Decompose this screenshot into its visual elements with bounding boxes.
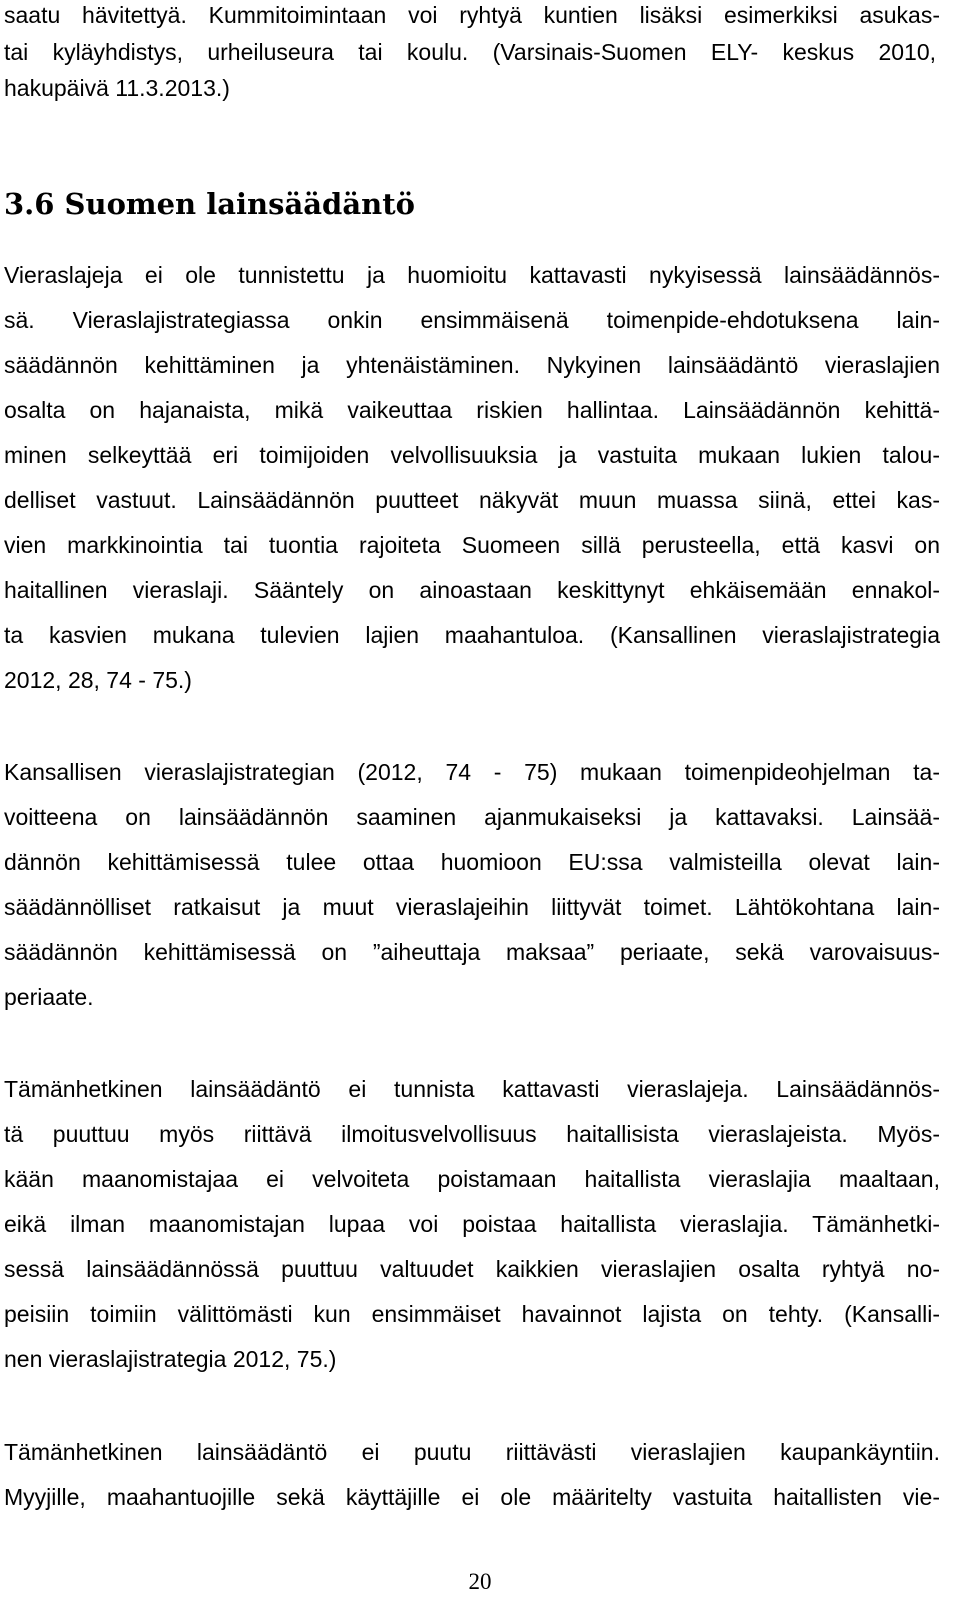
text-line: dännön kehittämisessä tulee ottaa huomioon EU:ssa valmisteilla olevat lain-: [4, 849, 940, 875]
text-line: Vieraslajeja ei ole tunnistettu ja huomioitu kattavasti nykyisessä lainsäädännös-: [4, 262, 940, 288]
text-line: haitallinen vieraslaji. Sääntely on ainoastaan keskittynyt ehkäisemään ennakol-: [4, 577, 940, 603]
text-line: Tämänhetkinen lainsäädäntö ei puutu riittävästi vieraslajien kaupankäyntiin.: [4, 1439, 940, 1465]
text-line: säädännön kehittämisessä on ”aiheuttaja maksaa” periaate, sekä varovaisuus-: [4, 939, 940, 965]
text-line: peisiin toimiin välittömästi kun ensimmäiset havainnot lajista on tehty. (Kansalli-: [4, 1301, 940, 1327]
text-line: Tämänhetkinen lainsäädäntö ei tunnista kattavasti vieraslajeja. Lainsäädännös-: [4, 1076, 940, 1102]
text-line: sessä lainsäädännössä puuttuu valtuudet kaikkien vieraslajien osalta ryhtyä no-: [4, 1256, 940, 1282]
text-line: saatu hävitettyä. Kummitoimintaan voi ryhtyä kuntien lisäksi esimerkiksi asukas-: [4, 2, 940, 28]
text-line: osalta on hajanaista, mikä vaikeuttaa riskien hallintaa. Lainsäädännön kehittä-: [4, 397, 940, 423]
text-line: vien markkinointia tai tuontia rajoiteta Suomeen sillä perusteella, että kasvi on: [4, 532, 940, 558]
text-line: periaate.: [4, 984, 94, 1010]
text-line: delliset vastuut. Lainsäädännön puutteet näkyvät muun muassa siinä, ettei kas-: [4, 487, 940, 513]
text-line: minen selkeyttää eri toimijoiden velvollisuuksia ja vastuita mukaan lukien talou-: [4, 442, 940, 468]
text-line: nen vieraslajistrategia 2012, 75.): [4, 1346, 337, 1372]
text-line: Kansallisen vieraslajistrategian (2012, 74 - 75) mukaan toimenpideohjelman ta-: [4, 759, 940, 785]
text-line: tai kyläyhdistys, urheiluseura tai koulu. (Varsinais-Suomen ELY- keskus 2010,: [4, 39, 936, 65]
text-line: kään maanomistajaa ei velvoiteta poistamaan haitallista vieraslajia maaltaan,: [4, 1166, 940, 1192]
text-line: sä. Vieraslajistrategiassa onkin ensimmäisenä toimenpide-ehdotuksena lain-: [4, 307, 940, 333]
text-line: hakupäivä 11.3.2013.): [4, 75, 230, 101]
section-heading: 3.6 Suomen lainsäädäntö: [4, 187, 415, 221]
text-line: säädännölliset ratkaisut ja muut vieraslajeihin liittyvät toimet. Lähtökohtana lain-: [4, 894, 940, 920]
text-line: 2012, 28, 74 - 75.): [4, 667, 192, 693]
page-number: 20: [468, 1569, 492, 1594]
text-line: eikä ilman maanomistajan lupaa voi poistaa haitallista vieraslajia. Tämänhetki-: [4, 1211, 940, 1237]
text-line: ta kasvien mukana tulevien lajien maahantuloa. (Kansallinen vieraslajistrategia: [4, 622, 940, 648]
text-line: Myyjille, maahantuojille sekä käyttäjille ei ole määritelty vastuita haitallisten vie-: [4, 1484, 940, 1510]
text-line: voitteena on lainsäädännön saaminen ajanmukaiseksi ja kattavaksi. Lainsää-: [4, 804, 940, 830]
text-line: tä puuttuu myös riittävä ilmoitusvelvollisuus haitallisista vieraslajeista. Myös-: [4, 1121, 940, 1147]
text-line: säädännön kehittäminen ja yhtenäistäminen. Nykyinen lainsäädäntö vieraslajien: [4, 352, 940, 378]
